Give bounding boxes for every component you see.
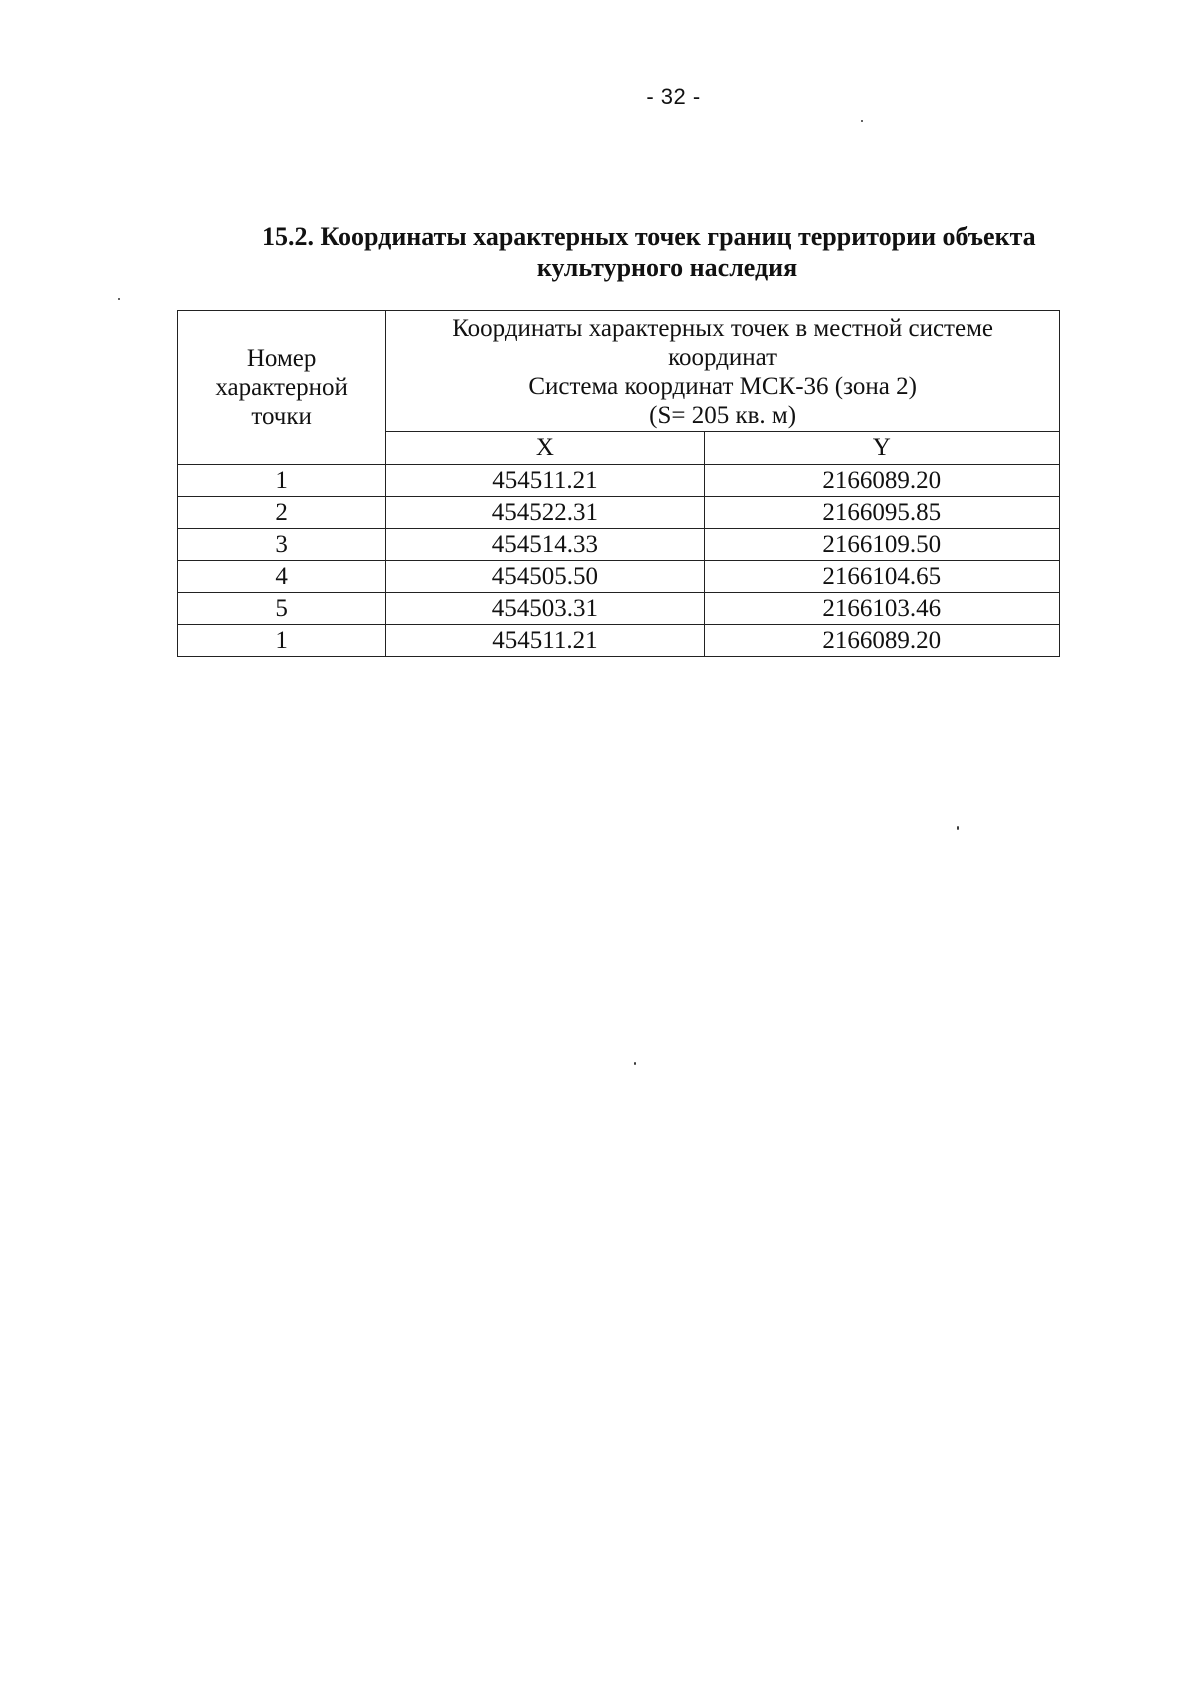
cell-x: 454505.50	[386, 561, 704, 593]
cell-x: 454522.31	[386, 497, 704, 529]
header-coordinates-line: Система координат МСК-36 (зона 2)	[528, 373, 917, 400]
coordinates-table	[177, 310, 1060, 657]
table-row	[178, 529, 1060, 561]
cell-x: 454514.33	[386, 529, 704, 561]
page-number: - 32 -	[646, 84, 701, 109]
cell-x: 454511.21	[386, 625, 704, 657]
header-y: Y	[704, 432, 1059, 465]
header-point-line: характерной	[215, 374, 348, 401]
header-coordinates-line: Координаты характерных точек в местной системе	[452, 315, 993, 342]
scan-speck	[118, 298, 120, 300]
scan-speck	[634, 1062, 636, 1065]
table-row	[178, 465, 1060, 497]
header-coordinates-line: (S= 205 кв. м)	[649, 402, 797, 429]
cell-y: 2166104.65	[704, 561, 1059, 593]
cell-point: 1	[178, 465, 386, 497]
header-point-line: Номер	[246, 345, 317, 372]
cell-point: 5	[178, 593, 386, 625]
cell-point: 2	[178, 497, 386, 529]
cell-point: 1	[178, 625, 386, 657]
scan-speck	[957, 826, 959, 830]
section-title-line-1: 15.2. Координаты характерных точек границ территории объекта	[262, 222, 1036, 251]
cell-y: 2166103.46	[704, 593, 1059, 625]
header-point-number	[178, 311, 386, 465]
cell-y: 2166089.20	[704, 625, 1059, 657]
header-coordinates-line: координат	[668, 344, 778, 371]
table-header-row	[178, 311, 1060, 432]
cell-y: 2166089.20	[704, 465, 1059, 497]
table-row	[178, 497, 1060, 529]
cell-point: 4	[178, 561, 386, 593]
header-coordinates	[386, 311, 1060, 432]
section-title-line-2: культурного наследия	[536, 253, 798, 282]
cell-x: 454503.31	[386, 593, 704, 625]
section-title	[262, 221, 1052, 283]
table-row	[178, 593, 1060, 625]
cell-y: 2166095.85	[704, 497, 1059, 529]
table-row	[178, 561, 1060, 593]
table-row	[178, 625, 1060, 657]
header-x: X	[386, 432, 704, 465]
cell-y: 2166109.50	[704, 529, 1059, 561]
scan-speck	[861, 120, 863, 122]
cell-point: 3	[178, 529, 386, 561]
cell-x: 454511.21	[386, 465, 704, 497]
header-point-line: точки	[251, 403, 312, 430]
